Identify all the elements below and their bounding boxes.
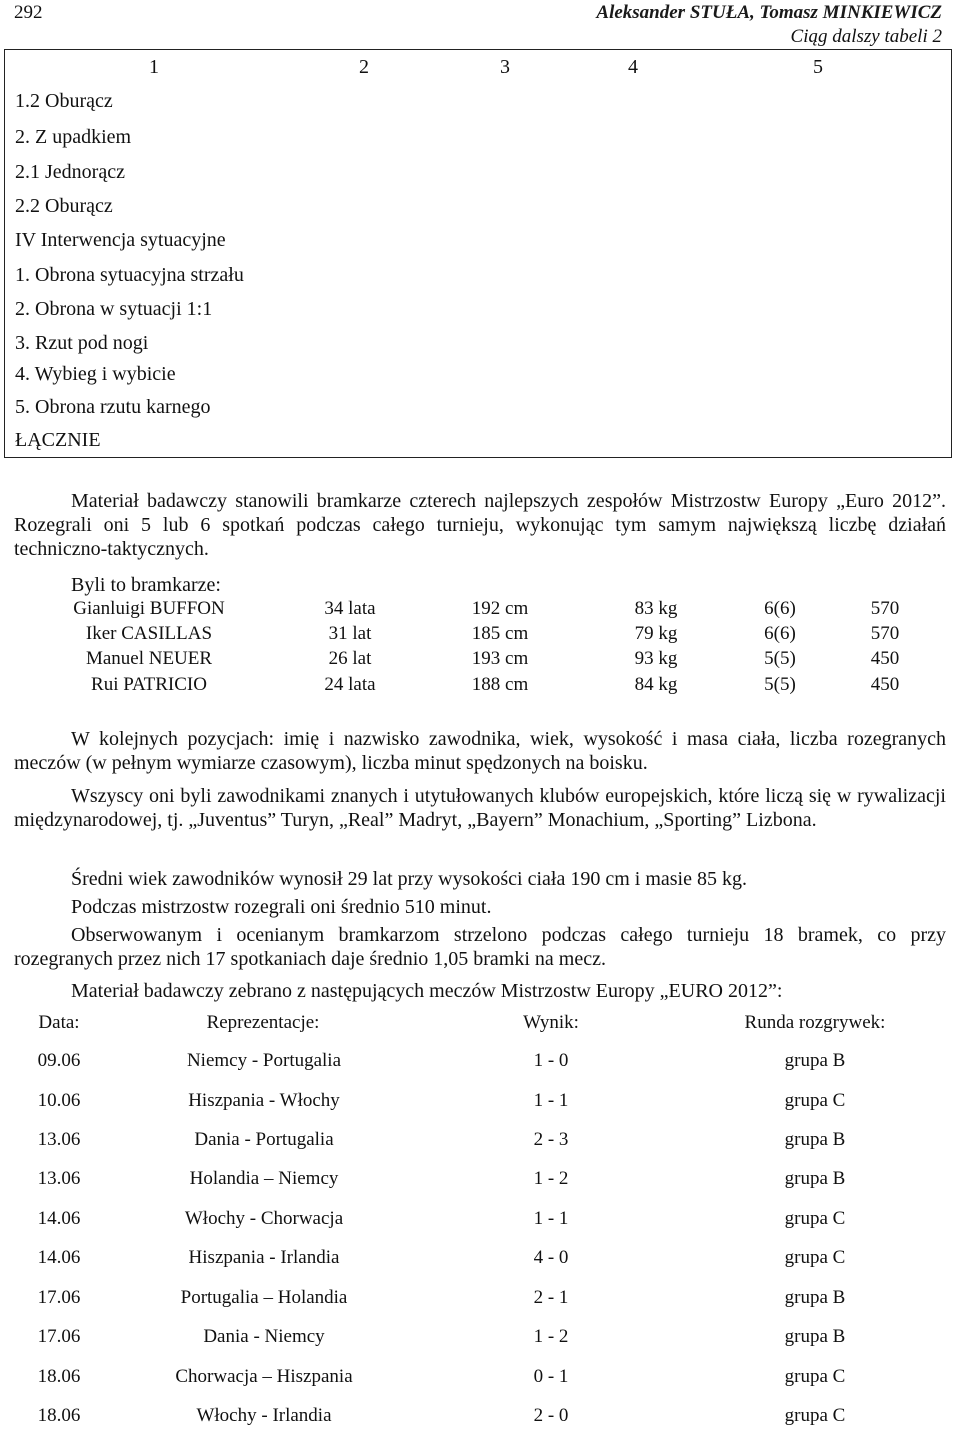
match-date: 09.06 <box>37 1050 81 1071</box>
goalkeeper-name: Manuel NEUER <box>85 648 213 669</box>
matches-header-round: Runda rozgrywek: <box>744 1012 886 1033</box>
goalkeeper-mass: 83 kg <box>634 598 678 619</box>
match-round: grupa B <box>784 1326 846 1347</box>
match-round: grupa B <box>784 1287 846 1308</box>
match-teams: Portugalia – Holandia <box>180 1287 348 1308</box>
goalkeeper-age: 34 lata <box>324 598 376 619</box>
match-teams: Hiszpania - Włochy <box>188 1090 340 1111</box>
paragraph-average: Średni wiek zawodników wynosił 29 lat przy wysokości ciała 190 cm i masie 85 kg. <box>71 868 747 890</box>
table-continuation-label: Ciąg dalszy tabeli 2 <box>790 26 942 47</box>
column-number: 4 <box>628 56 638 78</box>
goalkeeper-mass: 93 kg <box>634 648 678 669</box>
match-score: 0 - 1 <box>533 1366 569 1387</box>
match-date: 14.06 <box>37 1208 81 1229</box>
goalkeeper-age: 31 lat <box>328 623 372 644</box>
table-row-label: 5. Obrona rzutu karnego <box>15 396 211 418</box>
match-round: grupa B <box>784 1050 846 1071</box>
match-teams: Dania - Portugalia <box>194 1129 334 1150</box>
goalkeeper-minutes: 450 <box>870 648 900 669</box>
match-teams: Włochy - Irlandia <box>196 1405 332 1426</box>
match-teams: Holandia – Niemcy <box>189 1168 339 1189</box>
table-row-label: 1.2 Oburącz <box>15 90 113 112</box>
table-row-label: 2. Z upadkiem <box>15 126 132 148</box>
match-teams: Niemcy - Portugalia <box>186 1050 342 1071</box>
goalkeeper-height: 193 cm <box>471 648 529 669</box>
goalkeeper-matches: 5(5) <box>764 674 796 695</box>
table-row-label: 2. Obrona w sytuacji 1:1 <box>15 298 213 320</box>
column-number: 3 <box>500 56 510 78</box>
match-round: grupa C <box>784 1090 846 1111</box>
match-date: 17.06 <box>37 1326 81 1347</box>
goalkeeper-minutes: 450 <box>870 674 900 695</box>
goalkeeper-height: 192 cm <box>471 598 529 619</box>
goalkeeper-minutes: 570 <box>870 623 900 644</box>
goalkeeper-name: Rui PATRICIO <box>91 674 207 695</box>
match-score: 1 - 1 <box>533 1208 569 1229</box>
match-round: grupa C <box>784 1405 846 1426</box>
match-teams: Dania - Niemcy <box>203 1326 325 1347</box>
goalkeeper-mass: 79 kg <box>634 623 678 644</box>
table-row-label: 4. Wybieg i wybicie <box>15 363 176 385</box>
table-row-label: IV Interwencja sytuacyjne <box>15 229 226 251</box>
goalkeeper-age: 26 lat <box>328 648 372 669</box>
match-score: 2 - 1 <box>533 1287 569 1308</box>
match-date: 13.06 <box>37 1129 81 1150</box>
paragraph-clubs: Wszyscy oni byli zawodnikami znanych i utytułowanych klubów europejskich, które liczą się w rywalizacji międzynarodowej, tj. „Juventus” Turyn, „Real” Madryt, „Bayern” Monachium, „Sporting” Lizbona. <box>14 785 946 831</box>
table-2-continuation <box>4 49 952 458</box>
goalkeeper-matches: 6(6) <box>764 598 796 619</box>
goalkeeper-name: Iker CASILLAS <box>85 623 213 644</box>
table-row-label: 3. Rzut pod nogi <box>15 332 149 354</box>
match-teams: Hiszpania - Irlandia <box>188 1247 340 1268</box>
goalkeeper-minutes: 570 <box>870 598 900 619</box>
match-round: grupa C <box>784 1247 846 1268</box>
match-score: 4 - 0 <box>533 1247 569 1268</box>
table-row-label: 2.2 Oburącz <box>15 195 113 217</box>
match-teams: Włochy - Chorwacja <box>184 1208 344 1229</box>
paragraph-minutes: Podczas mistrzostw rozegrali oni średnio 510 minut. <box>71 896 492 918</box>
match-date: 18.06 <box>37 1405 81 1426</box>
goalkeeper-age: 24 lata <box>324 674 376 695</box>
match-date: 10.06 <box>37 1090 81 1111</box>
table-row-label: ŁĄCZNIE <box>15 429 101 451</box>
match-teams: Chorwacja – Hiszpania <box>175 1366 353 1387</box>
table-row-label: 1. Obrona sytuacyjna strzału <box>15 264 244 286</box>
match-score: 1 - 2 <box>533 1168 569 1189</box>
goalkeeper-height: 188 cm <box>471 674 529 695</box>
paragraph-goals: Obserwowanym i ocenianym bramkarzom strzelono podczas całego turnieju 18 bramek, co przy rozegranych przez nich 17 spotkaniach daje średnio 1,05 bramki na mecz. <box>14 924 946 970</box>
page-number: 292 <box>14 2 43 23</box>
match-score: 1 - 0 <box>533 1050 569 1071</box>
paragraph-positions: W kolejnych pozycjach: imię i nazwisko zawodnika, wiek, wysokość i masa ciała, liczba rozegranych meczów (w pełnym wymiarze czasowym), liczba minut spędzonych na boisku. <box>14 728 946 774</box>
goalkeeper-name: Gianluigi BUFFON <box>73 598 225 619</box>
match-score: 2 - 0 <box>533 1405 569 1426</box>
match-round: grupa B <box>784 1129 846 1150</box>
match-round: grupa C <box>784 1208 846 1229</box>
paragraph-matches-intro: Materiał badawczy zebrano z następujących meczów Mistrzostw Europy „EURO 2012”: <box>71 980 783 1002</box>
match-round: grupa B <box>784 1168 846 1189</box>
matches-header-date: Data: <box>38 1012 80 1033</box>
goalkeeper-matches: 5(5) <box>764 648 796 669</box>
column-number: 5 <box>813 56 823 78</box>
running-header-authors: Aleksander STUŁA, Tomasz MINKIEWICZ <box>596 2 942 23</box>
match-date: 17.06 <box>37 1287 81 1308</box>
match-score: 1 - 2 <box>533 1326 569 1347</box>
match-date: 18.06 <box>37 1366 81 1387</box>
goalkeeper-mass: 84 kg <box>634 674 678 695</box>
paragraph-material: Materiał badawczy stanowili bramkarze czterech najlepszych zespołów Mistrzostw Europy „Euro 2012”. Rozegrali oni 5 lub 6 spotkań podczas całego turnieju, wykonując tym samym największą liczbę działań techniczno-taktycznych. <box>14 490 946 560</box>
column-number: 1 <box>149 56 159 78</box>
matches-header-score: Wynik: <box>523 1012 579 1033</box>
column-number: 2 <box>359 56 369 78</box>
match-date: 13.06 <box>37 1168 81 1189</box>
matches-header-teams: Reprezentacje: <box>206 1012 320 1033</box>
match-round: grupa C <box>784 1366 846 1387</box>
match-score: 2 - 3 <box>533 1129 569 1150</box>
match-score: 1 - 1 <box>533 1090 569 1111</box>
match-date: 14.06 <box>37 1247 81 1268</box>
paragraph-goalkeepers-intro: Byli to bramkarze: <box>71 574 221 596</box>
goalkeeper-matches: 6(6) <box>764 623 796 644</box>
goalkeeper-height: 185 cm <box>471 623 529 644</box>
table-row-label: 2.1 Jednorącz <box>15 161 125 183</box>
